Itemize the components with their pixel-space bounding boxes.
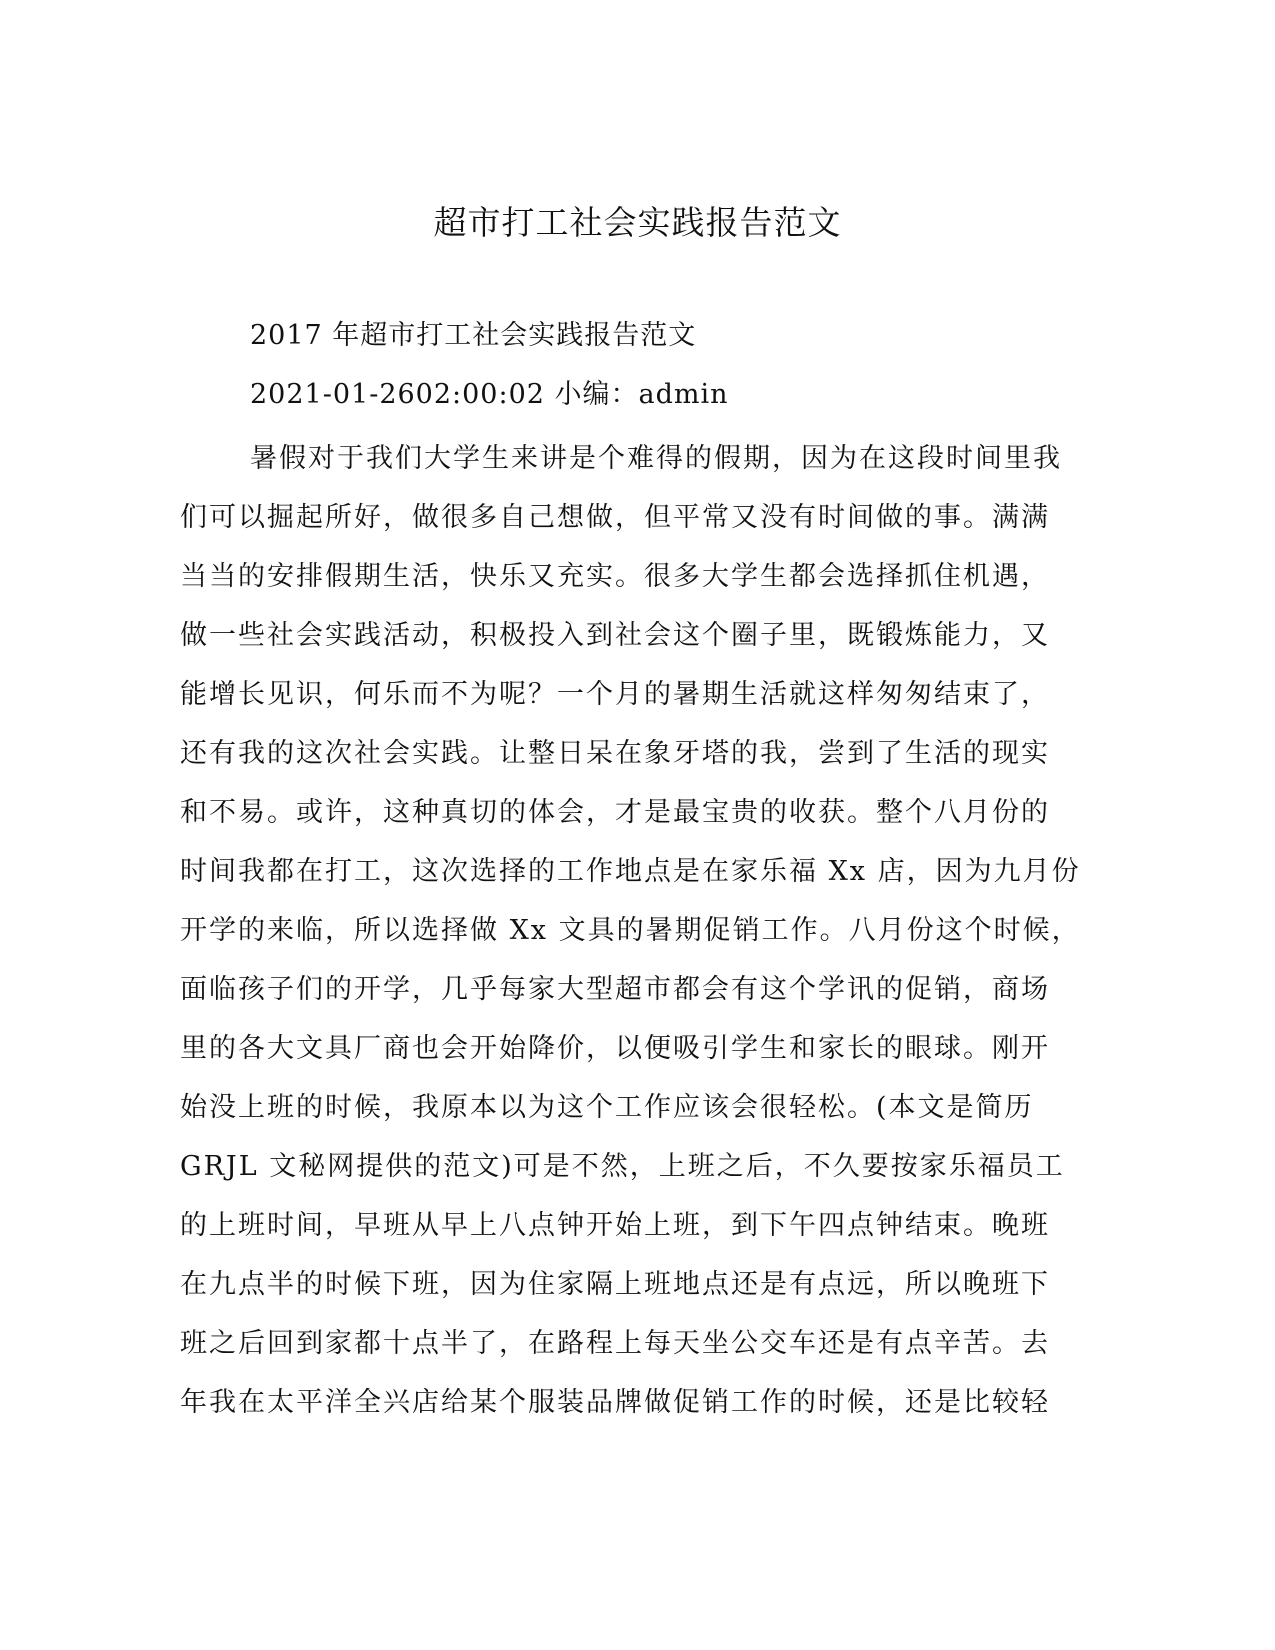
- body-line: 和不易。或许，这种真切的体会，才是最宝贵的收获。整个八月份的: [180, 797, 1050, 828]
- body-line: 面临孩子们的开学，几乎每家大型超市都会有这个学讯的促销，商场: [180, 974, 1050, 1005]
- body-line: 里的各大文具厂商也会开始降价，以便吸引学生和家长的眼球。刚开: [180, 1033, 1050, 1064]
- body-line: 开学的来临，所以选择做 Xx 文具的暑期促销工作。八月份这个时候，: [180, 915, 1081, 946]
- body-line: 还有我的这次社会实践。让整日呆在象牙塔的我，尝到了生活的现实: [180, 738, 1050, 769]
- body-line: 暑假对于我们大学生来讲是个难得的假期，因为在这段时间里我: [250, 443, 1062, 474]
- document-subtitle: 2017 年超市打工社会实践报告范文: [250, 320, 697, 351]
- body-line: 当当的安排假期生活，快乐又充实。很多大学生都会选择抓住机遇，: [180, 561, 1050, 592]
- body-paragraph: [180, 429, 1081, 1432]
- date-author-line: 2021-01-2602:00:02 小编：admin: [250, 379, 729, 410]
- body-line: 做一些社会实践活动，积极投入到社会这个圈子里，既锻炼能力，又: [180, 620, 1050, 651]
- body-line: 们可以掘起所好，做很多自己想做，但平常又没有时间做的事。满满: [180, 502, 1050, 533]
- body-line: 班之后回到家都十点半了，在路程上每天坐公交车还是有点辛苦。去: [180, 1328, 1050, 1359]
- body-line: 始没上班的时候，我原本以为这个工作应该会很轻松。(本文是简历: [180, 1092, 1034, 1123]
- body-line: 年我在太平洋全兴店给某个服装品牌做促销工作的时候，还是比较轻: [180, 1387, 1050, 1418]
- document-title: 超市打工社会实践报告范文: [433, 203, 842, 242]
- body-line: 时间我都在打工，这次选择的工作地点是在家乐福 Xx 店，因为九月份: [180, 856, 1081, 887]
- body-line: GRJL 文秘网提供的范文)可是不然，上班之后，不久要按家乐福员工: [180, 1151, 1065, 1182]
- body-line: 在九点半的时候下班，因为住家隔上班地点还是有点远，所以晚班下: [180, 1269, 1050, 1300]
- body-line: 的上班时间，早班从早上八点钟开始上班，到下午四点钟结束。晚班: [180, 1210, 1050, 1241]
- body-line: 能增长见识，何乐而不为呢？一个月的暑期生活就这样匆匆结束了，: [180, 679, 1050, 710]
